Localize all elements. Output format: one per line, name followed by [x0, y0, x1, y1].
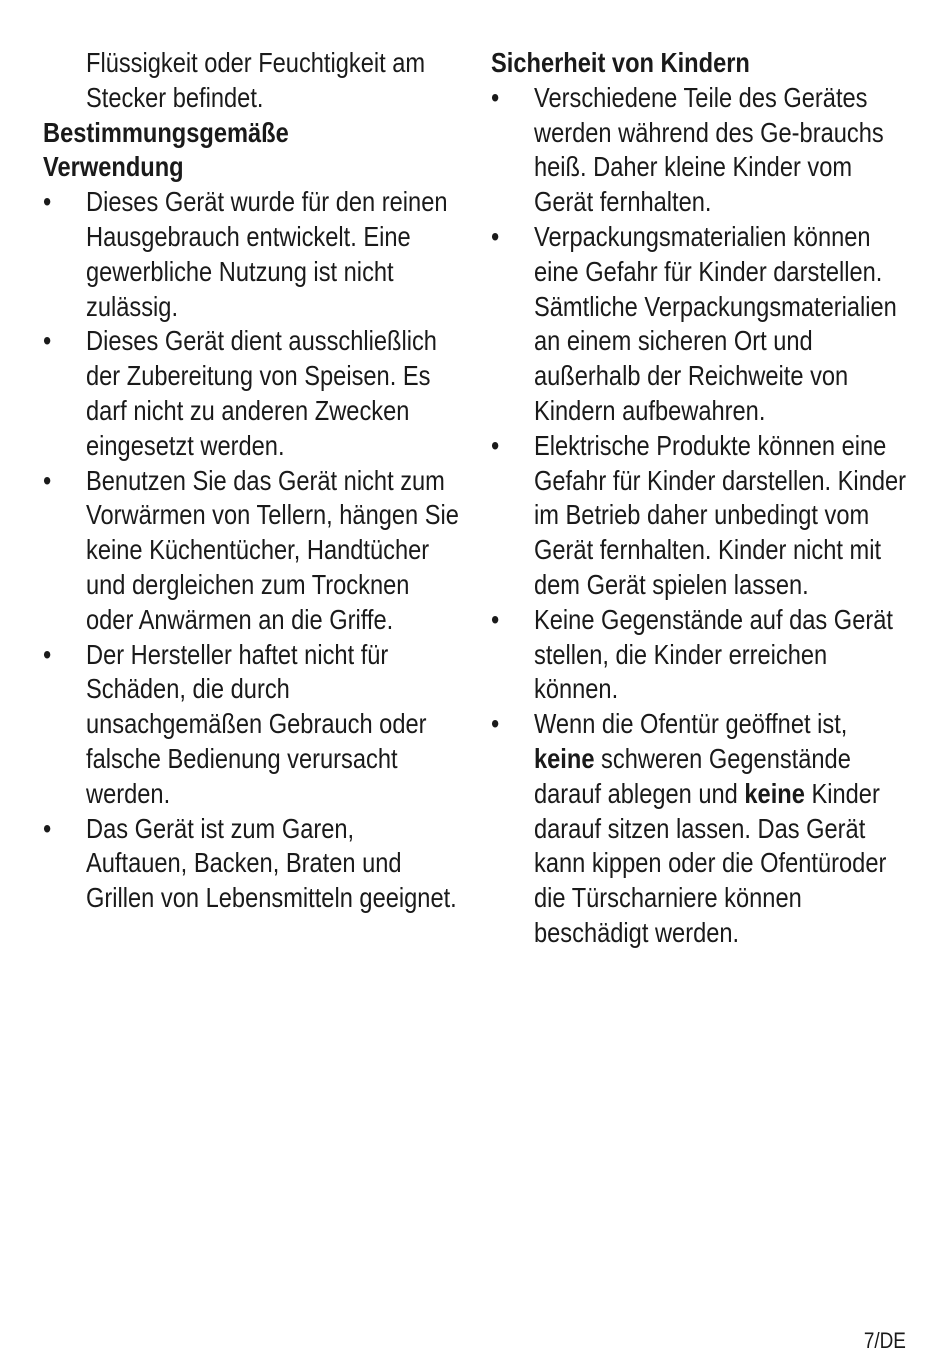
bullet-icon: •	[491, 429, 500, 461]
list-item	[491, 429, 908, 603]
bullet-icon: •	[43, 812, 52, 844]
bullet-icon: •	[43, 186, 52, 218]
list-item-text: Verschiedene Teile des Gerätes werden während des Ge-brauchs heiß. Daher kleine Kinder vom Gerät fernhalten.	[534, 81, 884, 218]
bullet-icon: •	[491, 603, 500, 635]
bullet-icon: •	[491, 81, 500, 113]
text-part-1: Wenn die Ofentür geöffnet ist,	[534, 708, 848, 740]
left-column	[43, 46, 460, 916]
section-heading-intended-use	[43, 116, 460, 186]
list-item	[491, 81, 908, 220]
text-part-3: Kinder darauf sitzen lassen. Das Gerät kann kippen oder die Ofentüroder die Türscharniere können beschädigt werden.	[534, 777, 887, 948]
bullet-icon: •	[491, 708, 500, 740]
bullet-icon: •	[43, 638, 52, 670]
list-item-text: Der Hersteller haftet nicht für Schäden, die durch unsachgemäßen Gebrauch oder falsche Bedienung verursacht werden.	[86, 638, 427, 809]
bullet-icon: •	[491, 220, 500, 252]
list-item	[491, 603, 908, 707]
list-item-text: Dieses Gerät wurde für den reinen Hausgebrauch entwickelt. Eine gewerbliche Nutzung ist nicht zulässig.	[86, 186, 448, 322]
continued-paragraph: Flüssigkeit oder Feuchtigkeit am Stecker befindet.	[86, 47, 426, 113]
list-item-text: Das Gerät ist zum Garen, Auftauen, Backen, Braten und Grillen von Lebensmitteln geeignet.	[86, 812, 457, 914]
list-item-text: Dieses Gerät dient ausschließlich der Zubereitung von Speisen. Es darf nicht zu anderen Zwecken eingesetzt werden.	[86, 325, 437, 461]
list-item	[43, 812, 460, 916]
emphasis-keine-1: keine	[534, 742, 595, 774]
right-column	[491, 46, 908, 951]
emphasis-keine-2: keine	[744, 777, 805, 809]
list-item	[43, 464, 460, 638]
section-heading-child-safety: Sicherheit von Kindern	[491, 47, 750, 78]
list-item-text: Elektrische Produkte können eine Gefahr für Kinder darstellen. Kinder im Betrieb daher unbedingt vom Gerät fernhalten. Kinder nicht mit dem Gerät spielen lassen.	[534, 429, 907, 600]
list-item	[43, 324, 460, 463]
child-safety-list	[491, 81, 908, 951]
list-item	[491, 220, 908, 429]
list-item-text: Verpackungsmaterialien können eine Gefahr für Kinder darstellen. Sämtliche Verpackungsmaterialien an einem sicheren Ort und außerhalb der Reichweite von Kindern aufbewahren.	[534, 220, 897, 426]
list-item-text: Keine Gegenstände auf das Gerät stellen, die Kinder erreichen können.	[534, 603, 893, 705]
heading-line-1: Bestimmungsgemäße	[43, 116, 289, 148]
text-part-2: schweren Gegenstände darauf ablegen und	[534, 742, 851, 809]
page-number: 7/DE	[863, 1328, 906, 1353]
list-item-oven-door	[491, 707, 908, 951]
list-item-text: Benutzen Sie das Gerät nicht zum Vorwärmen von Tellern, hängen Sie keine Küchentücher, Handtücher und dergleichen zum Trocknen oder Anwärmen an die Griffe.	[86, 464, 459, 635]
heading-line-2: Verwendung	[43, 151, 184, 183]
bullet-icon: •	[43, 464, 52, 496]
list-item	[43, 638, 460, 812]
bullet-icon: •	[43, 325, 52, 357]
intended-use-list	[43, 185, 460, 916]
list-item	[43, 185, 460, 324]
